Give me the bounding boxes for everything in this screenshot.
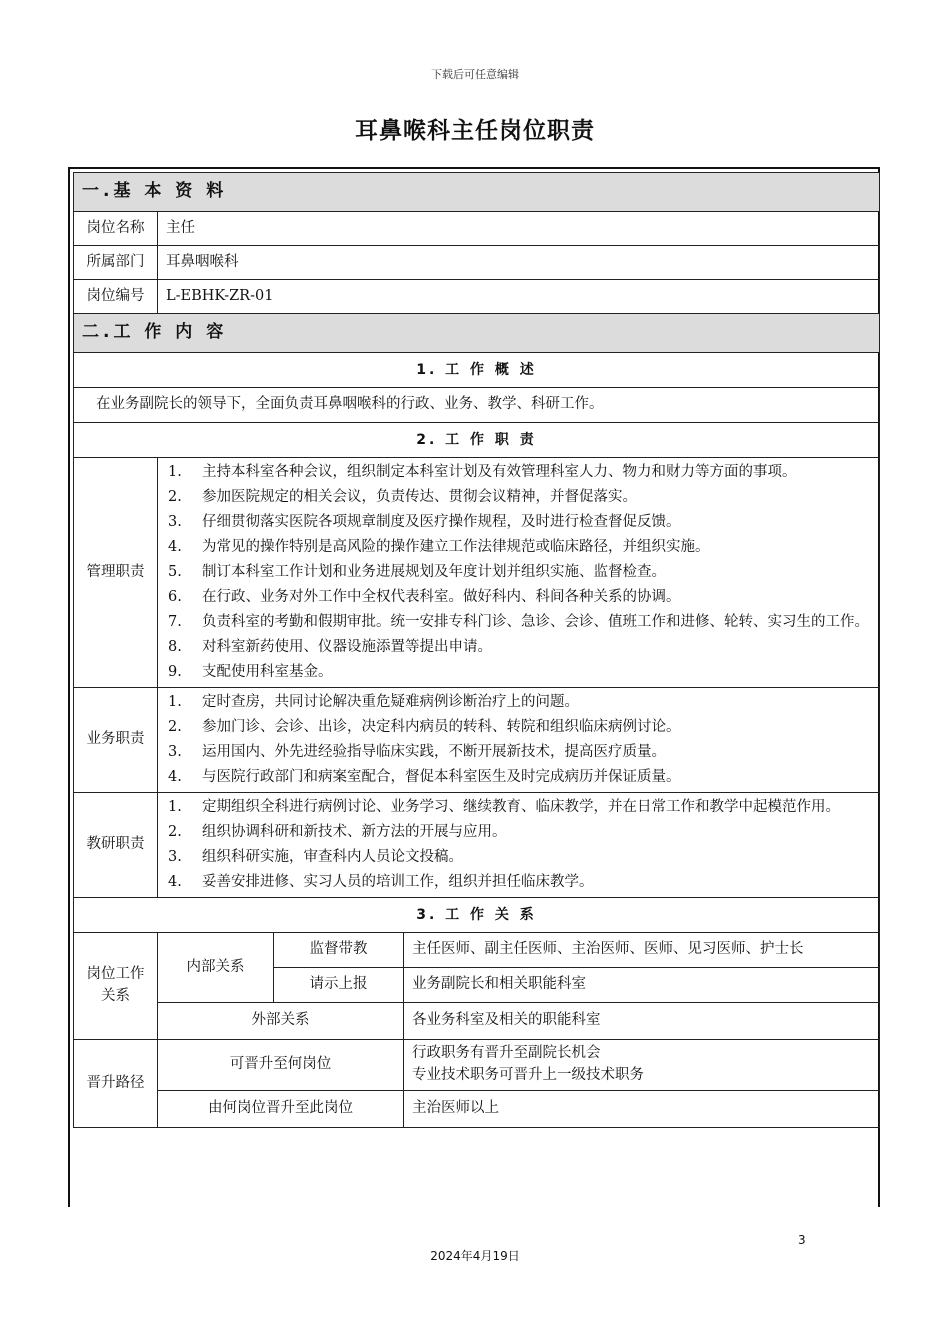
list-item-text: 定期组织全科进行病例讨论、业务学习、继续教育、临床教学，并在日常工作和教学中起模范作用。 <box>202 799 840 815</box>
list-item <box>166 535 871 560</box>
promote-to-label: 可晋升至何岗位 <box>158 1040 404 1091</box>
list-item <box>166 870 871 895</box>
list-item-number: 4. <box>168 769 182 785</box>
list-item-number: 1. <box>168 799 182 815</box>
list-item-text: 组织科研实施，审查科内人员论文投稿。 <box>202 849 463 865</box>
list-item <box>166 660 871 685</box>
business-label: 业务职责 <box>74 688 158 793</box>
list-item <box>166 690 871 715</box>
list-item-text: 对科室新药使用、仪器设施添置等提出申请。 <box>202 639 492 655</box>
promote-to-value-2: 专业技术职务可晋升上一级技术职务 <box>412 1067 644 1083</box>
list-item-number: 8. <box>168 639 182 655</box>
list-item-text: 定时查房，共同讨论解决重危疑难病例诊断治疗上的问题。 <box>202 694 579 710</box>
list-item-text: 仔细贯彻落实医院各项规章制度及医疗操作规程，及时进行检查督促反馈。 <box>202 514 681 530</box>
duties-heading: 2. 工 作 职 责 <box>74 423 880 458</box>
supervise-label: 监督带教 <box>274 933 404 968</box>
teaching-list <box>166 795 871 895</box>
list-item-text: 参加医院规定的相关会议，负责传达、贯彻会议精神，并督促落实。 <box>202 489 637 505</box>
department-label: 所属部门 <box>74 246 158 280</box>
promote-from-label: 由何岗位晋升至此岗位 <box>158 1091 404 1128</box>
list-item-text: 参加门诊、会诊、出诊，决定科内病员的转科、转院和组织临床病例讨论。 <box>202 719 681 735</box>
list-item <box>166 740 871 765</box>
list-item-number: 7. <box>168 614 182 630</box>
list-item-number: 1. <box>168 694 182 710</box>
overview-heading: 1. 工 作 概 述 <box>74 353 880 388</box>
list-item <box>166 485 871 510</box>
management-items-cell <box>158 458 880 688</box>
list-item-text: 制订本科室工作计划和业务进展规划及年度计划并组织实施、监督检查。 <box>202 564 666 580</box>
list-item-number: 5. <box>168 564 182 580</box>
list-item-number: 2. <box>168 824 182 840</box>
list-item-text: 负责科室的考勤和假期审批。统一安排专科门诊、急诊、会诊、值班工作和进修、轮转、实习生的工作。 <box>202 614 869 630</box>
list-item-text: 为常见的操作特别是高风险的操作建立工作法律规范或临床路径，并组织实施。 <box>202 539 710 555</box>
promote-to-value-1: 行政职务有晋升至副院长机会 <box>412 1045 601 1062</box>
position-code-label: 岗位编号 <box>74 280 158 314</box>
management-label: 管理职责 <box>74 458 158 688</box>
list-item-number: 3. <box>168 744 182 760</box>
promote-from-value: 主治医师以上 <box>404 1091 880 1128</box>
relations-label: 岗位工作关系 <box>74 933 158 1040</box>
list-item <box>166 460 871 485</box>
external-relations-label: 外部关系 <box>158 1003 404 1040</box>
internal-relations-label: 内部关系 <box>158 933 274 1003</box>
list-item <box>166 820 871 845</box>
list-item-number: 4. <box>168 539 182 555</box>
list-item <box>166 635 871 660</box>
business-list <box>166 690 871 790</box>
teaching-items-cell <box>158 793 880 898</box>
list-item <box>166 795 871 820</box>
report-value: 业务副院长和相关职能科室 <box>404 968 880 1003</box>
list-item <box>166 765 871 790</box>
teaching-label: 教研职责 <box>74 793 158 898</box>
header-note: 下载后可任意编辑 <box>431 68 519 81</box>
list-item <box>166 510 871 535</box>
page-number: 3 <box>798 1233 806 1247</box>
list-item-text: 主持本科室各种会议，组织制定本科室计划及有效管理科室人力、物力和财力等方面的事项。 <box>202 464 797 480</box>
external-relations-value: 各业务科室及相关的职能科室 <box>404 1003 880 1040</box>
position-name-label: 岗位名称 <box>74 212 158 246</box>
list-item-text: 在行政、业务对外工作中全权代表科室。做好科内、科间各种关系的协调。 <box>202 589 681 605</box>
supervise-value: 主任医师、副主任医师、主治医师、医师、见习医师、护士长 <box>404 933 880 968</box>
list-item-number: 6. <box>168 589 182 605</box>
overview-text: 在业务副院长的领导下，全面负责耳鼻咽喉科的行政、业务、教学、科研工作。 <box>74 388 880 423</box>
position-name-value: 主任 <box>158 212 880 246</box>
list-item-number: 3. <box>168 514 182 530</box>
job-description-table <box>73 172 880 1128</box>
list-item <box>166 610 871 635</box>
list-item-text: 支配使用科室基金。 <box>202 664 333 680</box>
list-item-text: 运用国内、外先进经验指导临床实践，不断开展新技术，提高医疗质量。 <box>202 744 666 760</box>
business-items-cell <box>158 688 880 793</box>
list-item <box>166 715 871 740</box>
management-list <box>166 460 871 685</box>
department-value: 耳鼻咽喉科 <box>158 246 880 280</box>
list-item <box>166 585 871 610</box>
footer-date: 2024年4月19日 <box>430 1249 520 1263</box>
list-item-text: 妥善安排进修、实习人员的培训工作，组织并担任临床教学。 <box>202 874 594 890</box>
relations-heading: 3. 工 作 关 系 <box>74 898 880 933</box>
position-code-value: L-EBHK-ZR-01 <box>158 280 880 314</box>
promotion-label: 晋升路径 <box>74 1040 158 1128</box>
list-item-number: 4. <box>168 874 182 890</box>
list-item-number: 2. <box>168 489 182 505</box>
promote-to-values <box>404 1040 880 1091</box>
list-item <box>166 560 871 585</box>
report-label: 请示上报 <box>274 968 404 1003</box>
list-item-text: 与医院行政部门和病案室配合，督促本科室医生及时完成病历并保证质量。 <box>202 769 681 785</box>
list-item <box>166 845 871 870</box>
list-item-number: 2. <box>168 719 182 735</box>
page-title: 耳鼻喉科主任岗位职责 <box>355 118 595 144</box>
section2-heading: 二.工 作 内 容 <box>74 314 880 353</box>
list-item-number: 1. <box>168 464 182 480</box>
section1-heading: 一.基 本 资 料 <box>74 173 880 212</box>
list-item-text: 组织协调科研和新技术、新方法的开展与应用。 <box>202 824 507 840</box>
list-item-number: 3. <box>168 849 182 865</box>
list-item-number: 9. <box>168 664 182 680</box>
